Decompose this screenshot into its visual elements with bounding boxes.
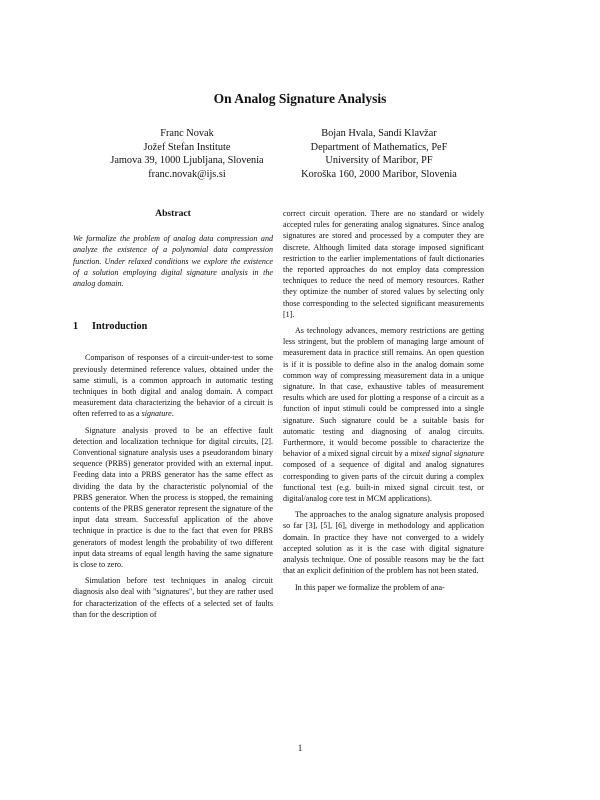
author-2-address: University of Maribor, PF [325, 155, 433, 167]
right-paragraph-4: In this paper we formalize the problem of ana- [295, 582, 445, 592]
author-2-name: Bojan Hvala, Sandi Klavžar [321, 128, 437, 139]
right-paragraph-1: correct circuit operation. There are no standard or widely accepted rules for generating analog signatures. Since analog signatures are stored and processed by a computer they are discrete. Although limited data storage imposed significant restriction to the earlier implementations of fault dictionaries the reported approaches do not employ data compression techniques to reduce the need of memory resources. Rather they optimize the number of stored values by selecting only those corresponding to the selected significant measurements [1]. [283, 209, 484, 319]
right-paragraph-2: As technology advances, memory restrictions are getting less stringent, but the problem of managing large amount of measurement data in practice still remains. An open question is if it is possible to define also in the analog domain some common way of compressing measurement data in a unique signature. In that case, exhaustive tables of measurement results which are used for plotting a response of a circuit as a function of input stimuli could be compressed into a single signature. Such signature could be a suitable basis for automatic testing and diagnosing of analog circuits. Furthermore, it would become possible to characterize the behavior of a mixed signal circuit by a mixed signal signature composed of a sequence of digital and analog signatures corresponding to given parts of the circuit during a complex functional test (e.g. built-in mixed signal circuit test, or digital/analog core test in MCM applications). [283, 326, 484, 504]
author-2-location: Koroška 160, 2000 Maribor, Slovenia [301, 168, 457, 180]
author-2-affiliation: Department of Mathematics, PeF [310, 141, 448, 153]
right-column [283, 208, 484, 598]
author-1-name: Franc Novak [160, 128, 214, 139]
abstract-text: We formalize the problem of analog data compression and analyze the existence of a polynomial data compression function. Under relaxed conditions we explore the existence of a solution employing digital signature analysis in the analog domain. [73, 234, 273, 289]
section-heading-introduction [73, 321, 273, 332]
section-number: 1 [73, 321, 79, 333]
left-column [73, 208, 273, 625]
intro-paragraph-3: Simulation before test techniques in analog circuit diagnosis also deal with "signatures", but they are rather used for characterization of the effects of a selected set of faults than for the description of [73, 576, 273, 619]
paper-title: On Analog Signature Analysis [213, 91, 387, 106]
section-title: Introduction [92, 321, 148, 333]
author-1 [82, 127, 292, 181]
author-2 [268, 127, 490, 181]
intro-paragraph-2: Signature analysis proved to be an effective fault detection and localization technique for digital circuits, [2]. Conventional signature analysis uses a pseudorandom binary sequence (PRBS) generator provided with an external input. Feeding data into a PRBS generator has the same effect as dividing the data by the characteristic polynomial of the PRBS generator. When the process is stopped, the remaining contents of the PRBS generator represent the signature of the input data stream. Successful application of the above technique in practice is due to the fact that even for PRBS generators of modest length the probability of two different input data streams of equal length having the same signature is close to zero. [73, 425, 273, 570]
page-number: 1 [297, 743, 303, 753]
author-1-affiliation: Jožef Stefan Institute [143, 141, 231, 153]
author-1-email: franc.novak@ijs.si [148, 168, 226, 180]
author-1-address: Jamova 39, 1000 Ljubljana, Slovenia [110, 155, 264, 167]
abstract-heading: Abstract [155, 208, 191, 219]
intro-paragraph-1: Comparison of responses of a circuit-under-test to some previously determined reference values, obtained under the same stimuli, is a common approach in automatic testing techniques in both digital and analog domain. A compact measurement data characterizing the behavior of a circuit is often referred to as a signature. [73, 353, 273, 419]
right-paragraph-3: The approaches to the analog signature analysis proposed so far [3], [5], [6], diverge in methodology and application domain. In practice they have not converged to a widely accepted solution as it is the case with digital signature analysis technique. One of possible reasons may be the fact that an explicit definition of the problem has not been stated. [283, 510, 484, 576]
